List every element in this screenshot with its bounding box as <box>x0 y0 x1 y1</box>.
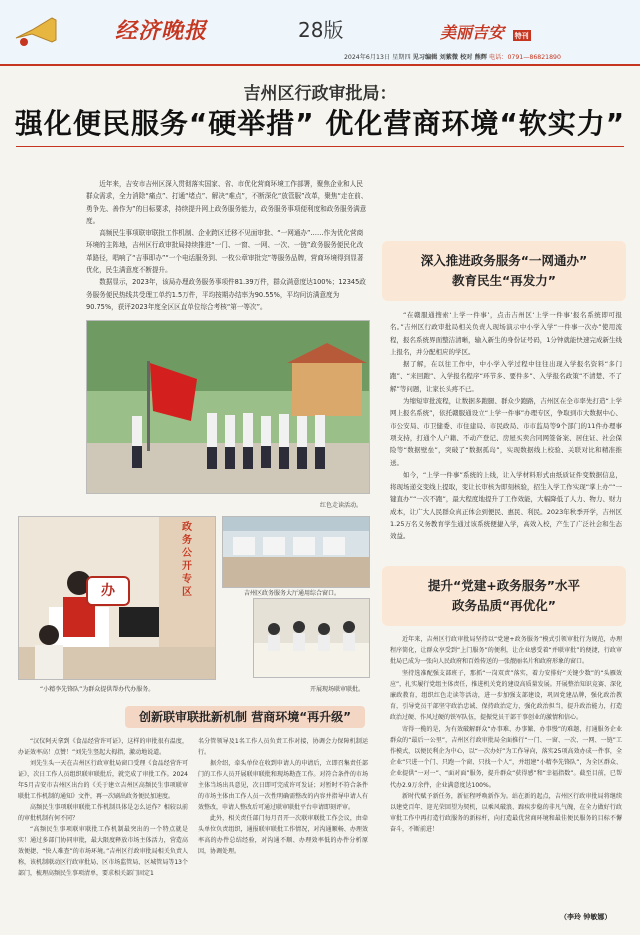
section1-para: 如今，“上学一件事”系统的上线，让入学材料形式由纸质证件变数据信息，将现场递交变线上提取，变让长审核为即刻核验，招生入学工作实现“掌上办”“一键直办”“一次不跑”，最大程度地提升了工作效能，大幅降低了人力、物力、财力成本，让广大人民群众真正体会到便民、惠民、利民。2023年秋季开学，吉州区1.25万名义务教育学生通过该系统便捷入学，高效入校，产生了广泛社会和生态效益。 <box>390 470 622 541</box>
section1-title-line1: 深入推进政务服务“一网通办” <box>420 253 588 268</box>
kicker: 吉州区行政审批局： <box>243 84 397 104</box>
section2-para: 近年来，吉州区行政审批局坚持以“党建+政务服务”模式引领审批行为规范，办理程序简化，让群众享受到“上门服务”的便利，让企业感受着“并联审批”的便捷，行政审批局已成为一张向人民政府和百姓传送的一张靓丽名片和政府形象的窗口。 <box>390 636 622 666</box>
service-area-sign <box>182 521 200 599</box>
headline: 强化便民服务“硬举措” 优化营商环境“软实力” <box>14 107 626 140</box>
section3-para: 据介绍，牵头单位在收到申请人的申请后，立即召集责任部门的工作人员开展联审联批和现场勘查工作。对符合条件的市场主体当场出具意见，次日即可完成许可发证；对暂时不符合条件的市场主体由工作人员一次性明确需整改的内容并指导申请人有效整改，申请人整改后可通过联审联批平台申请即刻评审。 <box>198 760 368 811</box>
section2-body <box>390 634 622 836</box>
service-area-sign-text: 政务公开专区 <box>182 522 192 598</box>
section2-title-line1: 提升“党建+政务服务”水平 <box>428 578 580 593</box>
section3-col1 <box>18 736 188 879</box>
photo-joint-review <box>253 598 370 678</box>
paper-name: 经济晚报 <box>115 18 208 44</box>
issue-line <box>344 52 561 61</box>
column-name <box>440 20 531 43</box>
section3-para: 高频民生事项联审联批工作机制具体是怎么运作？相较以前的审批机制有何不同？ <box>18 804 188 822</box>
section3-title: 创新联审联批新机制 营商环境“再升级” <box>125 706 365 728</box>
page-number: 28版 <box>298 18 344 42</box>
section1-para: 为缩短审批流程，让数据多跑腿、群众少跑路，吉州区在全市率先打造“上学网上报名系统”，依托赣服通设立“上学一件事”办理专区，争取到市大数据中心、市公安局、市卫健委、市住建局、市民政局、市市监局等9个部门的11件办理事项支持，打通个人户籍、不动产登记、房屋买卖合同网签备案、居住证、社会保险等“数据壁垒”，突破了“数据孤岛”，实现数据线上校验、关联对比和精准推送。 <box>390 397 622 467</box>
photo-service-hall <box>222 516 370 588</box>
section1-para: 据了解，在以往工作中，中小学入学过程中往往出现入学报名资料“多门跑”、“来回跑”、入学报名程序“环节多、要件多”、入学报名政策“不清楚、不了解”等问题，让家长头疼不已。 <box>390 360 622 393</box>
caption-red-tour: 红色走读活动。 <box>320 502 363 509</box>
photo-red-tour <box>86 320 370 494</box>
hall-illustration <box>223 517 369 587</box>
intro-text <box>86 178 368 313</box>
intro-para: 数据显示，2023年，该局办理政务服务事项件81.39万件，群众满意度达100%；12345政务服务便民热线共受理工单约1.5万件，平均按期办结率为90.55%，平均问访满意度为90.75%，获评2023年度全区区直单位综合考核“第一等次”。 <box>86 278 366 311</box>
section3-para: 此外，相关责任部门每月召开一次联审联批工作会议，由牵头单位负责组织，通报联审联批工作情况，对沟通顺畅、办理效率高的办件总结经验，对沟通不顺、办理效率低的办件分析原因，协调处理。 <box>198 815 368 855</box>
phone: 电话：0791—86821890 <box>488 54 561 61</box>
section3-para: “汉仪阿天拿到《食品经营许可证》，这样的审批很有温度，办证效率高！点赞！”刘先生竖起大拇指，激动地说道。 <box>18 738 188 756</box>
section2-para: 新时代赋予新任务，新征程呼唤新作为。站在新的起点，吉州区行政审批局将继续以建党百年、迎光荣回望为契机，以乘风破浪、蹄疾步稳的非凡气魄，在全力做好行政审批工作中再打造行政服务的新标杆，向打造最优营商环境和最佳便民服务的目标不懈奋斗，不断前进！ <box>390 792 622 834</box>
section2-heading <box>382 566 626 626</box>
intro-para: 高频民生事项联审联批工作机制、企业跨区迁移不见面审批、“一网通办”……作为优化营商环境的主阵地，吉州区行政审批局持续推进“一门、一窗、一网、一次、一链”政务服务便民化改革路径，唱响了“吉事即办”“一个电话服务到、一枚公章审批完”等服务品牌，营商环境得到显著优化，民生满意度不断提升。 <box>86 229 364 275</box>
section2-title-line2: 政务品质“再优化” <box>452 598 556 613</box>
column-tag: 特刊 <box>514 31 529 40</box>
section2-para: 寄得一揽的是，为有效破解群众“办事难、办事繁、办事慢”的难题，打通服务企业群众的“最后一公里”，吉州区行政审批局全面推行“一门、一窗、一次、一网、一链”工作模式，以便民利企为中心，以“一次办好”为工作导向，落实25项高效办成一件事，全企业“只进一个门、只跑一个窗、只找一个人”，并组建“小精李先锋队”，为全区群众、企业提供“一对一”、“面对面”服务，提升群众“获得感”和“幸福指数”。截至目前，已帮代办2.9万余件，企业满意度达100%。 <box>390 725 622 789</box>
section1-heading <box>382 241 626 301</box>
caption-service-hall: 吉州区政务服务大厅通用综合窗口。 <box>244 590 341 597</box>
section3-para: 名分管领导及1名工作人员负责工作对接，协调会力保障机制运行。 <box>198 738 368 756</box>
section1-para: “在赣服通搜索‘上学一件事’，点击吉州区‘上学一件事’报名系统即可报名。”吉州区行政审批局相关负责人现场演示中小学入学“一件事一次办”使用流程，报名系统界面整洁清晰，输入新生的身份证号码，1分钟就能快速完成新生线上报名，并分配相应的学区。 <box>390 311 622 356</box>
issue-date: 2024年6月13日 星期四 <box>344 54 411 61</box>
station-sign-frame <box>86 576 130 606</box>
station-sign-text: 办 <box>101 583 115 599</box>
section3-para: “高频民生事项联审联批工作机制最突出的一个特点就是实！通过多部门协同审批，最大限度释放市场主体活力，营造高效便捷、“快人难查”的市场环境。”吉州区行政审批局相关负责人称，该机制联动区行政审批局、区市场监管局、区城管局等13个部门，梳理高频民生事项清单，要求相关部门固定1 <box>18 826 188 877</box>
section3-para: 刘先生头一天在吉州区行政审批局窗口受理《食品经营许可证》，次日工作人员组织联审联批后，就完成了审批工作。2024年5月吉安市吉州区出台的《关于建立吉州区高频民生事项联审联批工作机制的通知》文件，再一次刷出政务便民加速度。 <box>18 760 188 800</box>
caption-joint-review: 开展现场联审联批。 <box>310 686 365 693</box>
caption-service-counter: “小精李先锋队”为群众提供帮办代办服务。 <box>40 686 155 693</box>
trumpet-logo-icon <box>12 10 62 50</box>
section3-col2 <box>198 736 368 857</box>
column-name-text: 美丽吉安 <box>440 23 505 42</box>
editor: 见习编辑 刘紫微 <box>412 54 459 61</box>
section1-title-line2: 教育民生“再发力” <box>452 273 556 288</box>
proofreader: 校对 熊辉 <box>460 54 487 61</box>
section2-para: 坚持选准配强支部班子，那抓“一岗双责”落实，着力安排好“关键少数”的“头雁效应”，扎实履行党组主体责任，推进机关党的建设高质量发展。开展整治知识竞赛、深化廉政教育，组织红色走读等活动，进一步加强支部建设，巩固党建品牌，强化政治教育，引导党员干部坚守政治忠诚、保持政治定力，强化政治担当，提升政治能力，打造政治过硬、作风过硬的铁军队伍，提振党员干部干事创业的激情和信心。 <box>390 669 622 722</box>
masthead <box>0 0 640 66</box>
section1-body <box>390 309 622 543</box>
review-illustration <box>254 599 369 677</box>
intro-para: 近年来，吉安市吉州区深入贯彻落实国家、省、市优化营商环境工作部署，聚焦企业和人民群众需求，全力消除“痛点”、打通“堵点”、解决“难点”，不断深化“放管服”改革，聚焦“走在前、勇争先、善作为”的目标要求，持续提升网上政务服务能力，政务服务事项便利度和政务服务满意度。 <box>86 180 368 225</box>
byline: （李玲 钟敏娜） <box>560 913 612 921</box>
red-tour-illustration <box>87 321 369 493</box>
headline-rule <box>16 146 624 147</box>
